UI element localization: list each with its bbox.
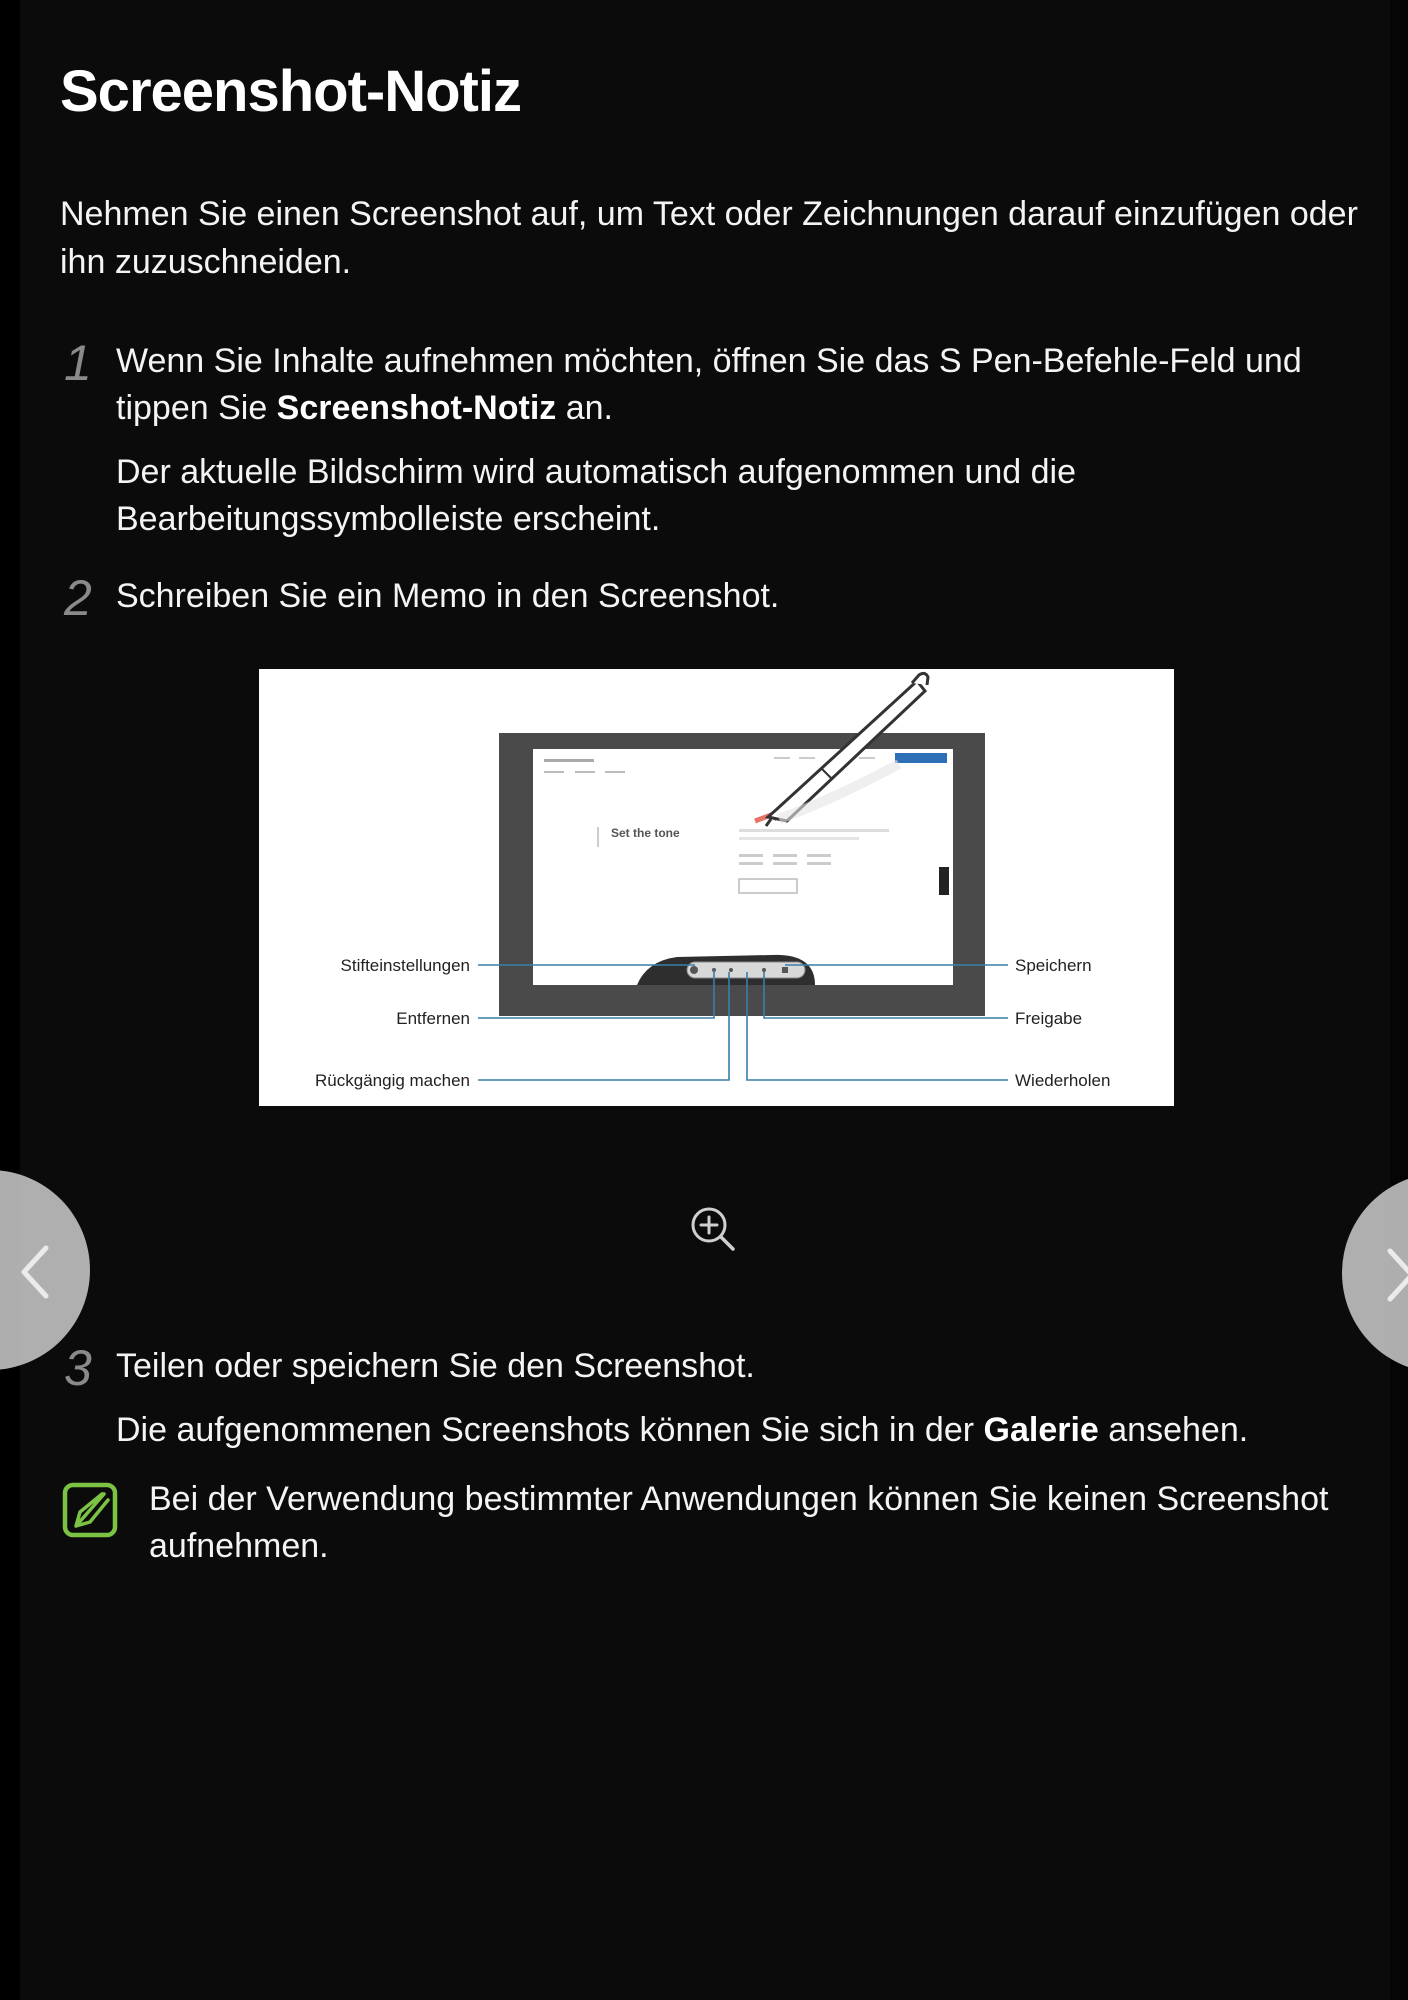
step-1-detail: Der aktuelle Bildschirm wird automatisch aufgenommen und die Bearbeitungssymbolleiste erscheint. bbox=[116, 453, 1077, 538]
chevron-left-icon bbox=[16, 1242, 52, 1302]
illustration-svg bbox=[259, 669, 1174, 1106]
label-freigabe: Freigabe bbox=[1015, 1009, 1083, 1028]
step-1-bold: Screenshot-Notiz bbox=[276, 389, 557, 427]
chevron-right-icon bbox=[1384, 1245, 1408, 1305]
screen-heading: Set the tone bbox=[611, 826, 680, 840]
label-entfernen: Entfernen bbox=[396, 1009, 470, 1028]
screen-blue-button bbox=[895, 753, 947, 763]
note-text: Bei der Verwendung bestimmter Anwendungen können Sie keinen Screenshot aufnehmen. bbox=[149, 1480, 1329, 1565]
label-rueckgaengig: Rückgängig machen bbox=[315, 1071, 470, 1090]
step-1-text: Wenn Sie Inhalte aufnehmen möchten, öffnen Sie das S Pen-Befehle-Feld und tippen Sie Screenshot-Notiz an. bbox=[116, 342, 1302, 427]
note-pen-icon bbox=[62, 1482, 118, 1538]
zoom-in-icon[interactable] bbox=[690, 1206, 736, 1252]
page-title: Screenshot-Notiz bbox=[60, 59, 521, 124]
left-edge bbox=[0, 0, 20, 2000]
intro-text: Nehmen Sie einen Screenshot auf, um Text oder Zeichnungen darauf einzufügen oder ihn zuzuschneiden. bbox=[60, 195, 1358, 281]
label-speichern: Speichern bbox=[1015, 956, 1092, 975]
step-2-number: 2 bbox=[64, 570, 92, 626]
step-1-number: 1 bbox=[64, 335, 92, 391]
step-3-detail: Die aufgenommenen Screenshots können Sie sich in der Galerie ansehen. bbox=[116, 1411, 1249, 1449]
tablet-side-button bbox=[939, 867, 949, 895]
label-wiederholen: Wiederholen bbox=[1015, 1071, 1111, 1090]
step-2-text: Schreiben Sie ein Memo in den Screenshot. bbox=[116, 577, 780, 615]
step-3-bold: Galerie bbox=[983, 1411, 1099, 1449]
tablet-screen bbox=[533, 749, 953, 985]
label-stifteinstellungen: Stifteinstellungen bbox=[340, 956, 470, 975]
illustration-figure[interactable] bbox=[259, 669, 1174, 1106]
step-3-number: 3 bbox=[64, 1340, 92, 1396]
step-3-text: Teilen oder speichern Sie den Screenshot. bbox=[116, 1347, 755, 1385]
right-edge bbox=[1390, 0, 1408, 2000]
